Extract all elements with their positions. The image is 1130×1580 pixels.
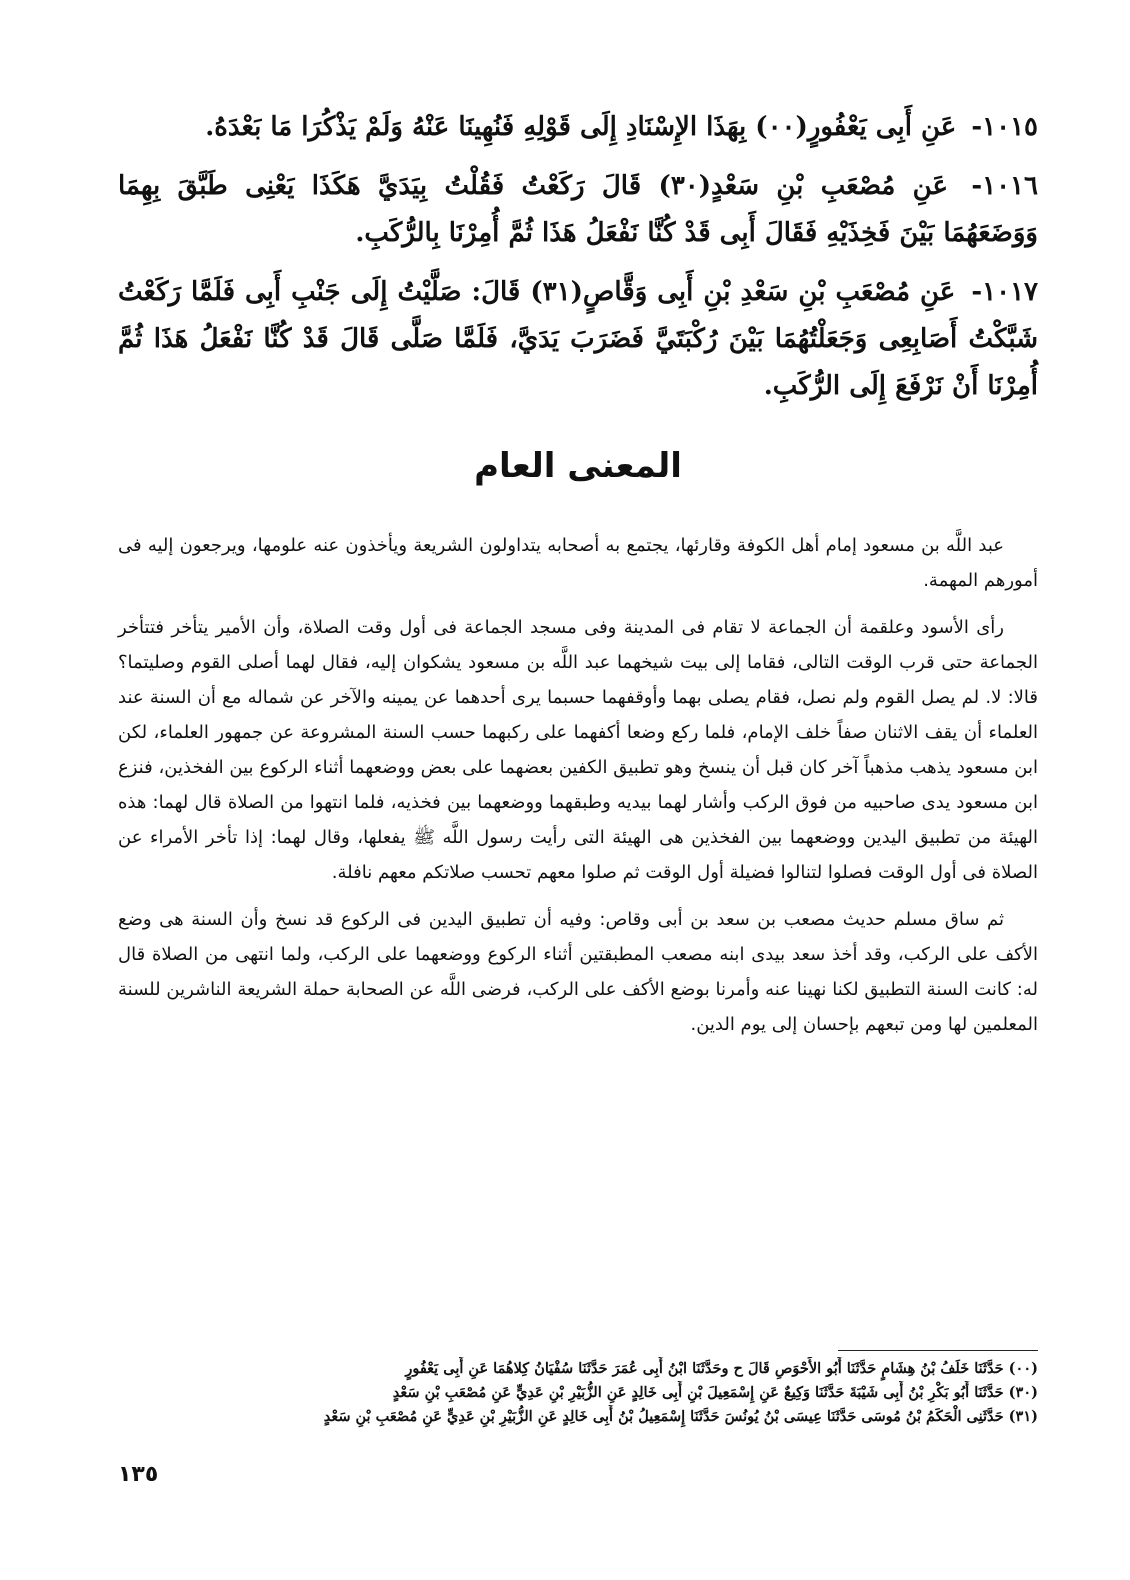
paragraph-2: رأى الأسود وعلقمة أن الجماعة لا تقام فى المدينة وفى مسجد الجماعة فى أول وقت الصلاة، وأن الأمير يتأخر فتتأخر الجماعة حتى قرب الوقت التالى، فقاما إلى بيت شيخهما عبد اللَّه بن مسعود يشكوان إليه، فقال لهما أصلى القوم وصليتما؟ قالا: لا. لم يصل القوم ولم نصل، فقام يصلى بهما وأوقفهما حسبما يرى أحدهما عن يمينه والآخر عن شماله مع أن السنة عند العلماء أن يقف الاثنان صفاً خلف الإمام، فلما ركع وضعا أكفهما على ركبهما حسب السنة المشروعة عن جمهور العلماء، لكن ابن مسعود يذهب مذهباً آخر كان قبل أن ينسخ وهو تطبيق الكفين بعضهما على بعض ووضعهما أثناء الركوع بين الفخذين، فنزع ابن مسعود يدى صاحبيه من فوق الركب وأشار لهما بيديه وطبقهما ووضعهما بين فخذيه، فلما انتهوا من الصلاة قال لهما: هذه الهيئة من تطبيق اليدين ووضعهما بين الفخذين هى الهيئة التى رأيت رسول اللَّه ﷺ يفعلها، وقال لهما: إذا تأخر الأمراء عن الصلاة فى أول الوقت فصلوا لتنالوا فضيلة أول الوقت ثم صلوا معهم تحسب صلاتكم معهم نافلة. bbox=[118, 617, 1038, 883]
hadith-1015 bbox=[118, 104, 1038, 151]
paragraph-1: عبد اللَّه بن مسعود إمام أهل الكوفة وقارئها، يجتمع به أصحابه يتداولون الشريعة ويأخذون عنه علومها، ويرجعون إليه فى أمورهم المهمة. bbox=[118, 535, 1038, 591]
hadith-1016 bbox=[118, 163, 1038, 257]
page-number: ١٣٥ bbox=[118, 1462, 159, 1487]
footnotes bbox=[118, 1350, 1038, 1429]
paragraph-3: ثم ساق مسلم حديث مصعب بن سعد بن أبى وقاص: وفيه أن تطبيق اليدين فى الركوع قد نسخ وأن السنة هى وضع الأكف على الركب، وقد أخذ سعد بيدى ابنه مصعب المطبقتين أثناء الركوع ووضعهما على الركب، ولما انتهى من الصلاة قال له: كانت السنة التطبيق لكنا نهينا عنه وأمرنا بوضع الأكف على الركب، فرضى اللَّه عن الصحابة حملة الشريعة الناشرين للسنة المعلمين لها ومن تبعهم بإحسان إلى يوم الدين. bbox=[118, 909, 1038, 1035]
hadith-text: عَنِ مُصْعَبِ بْنِ سَعْدٍ(٣٠) قَالَ رَكَعْتُ فَقُلْتُ بِيَدَيَّ هَكَذَا يَعْنِى طَبَّقَ بِهِمَا وَوَضَعَهُمَا بَيْنَ فَخِذَيْهِ فَقَالَ أَبِى قَدْ كُنَّا نَفْعَلُ هَذَا ثُمَّ أُمِرْنَا بِالرُّكَبِ. bbox=[118, 171, 1038, 248]
page-body bbox=[118, 104, 1038, 1054]
hadith-number: ١٠١٧- bbox=[971, 277, 1038, 307]
hadith-text: عَنِ أَبِى يَعْفُورٍ(٠٠) بِهَذَا الإِسْنَادِ إِلَى قَوْلِهِ فَنُهِينَا عَنْهُ وَلَمْ يَذْكُرَا مَا بَعْدَهُ. bbox=[205, 112, 957, 142]
footnote-30: (٣٠) حَدَّثَنَا أَبُو بَكْرِ بْنُ أَبِى شَيْبَةَ حَدَّثَنَا وَكِيعٌ عَنِ إِسْمَعِيلَ بْنِ أَبِى خَالِدٍ عَنِ الزُّبَيْرِ بْنِ عَدِيٍّ عَنِ مُصْعَبِ بْنِ سَعْدٍ bbox=[392, 1384, 1038, 1401]
section-title: المعنى العام bbox=[474, 446, 682, 486]
footnote-00: (٠٠) حَدَّثَنَا خَلَفُ بْنُ هِشَامٍ حَدَّثَنَا أَبُو الأَحْوَصِ قَالَ ح وحَدَّثَنَا ابْنُ أَبِى عُمَرَ حَدَّثَنَا سُفْيَانُ كِلاهُمَا عَنِ أَبِى يَعْفُورٍ bbox=[405, 1360, 1038, 1377]
footnote-31: (٣١) حَدَّثَنِى الْحَكَمُ بْنُ مُوسَى حَدَّثَنَا عِيسَى بْنُ يُونُسَ حَدَّثَنَا إِسْمَعِيلُ بْنُ أَبِى خَالِدٍ عَنِ الزُّبَيْرِ بْنِ عَدِيٍّ عَنِ مُصْعَبِ بْنِ سَعْدٍ bbox=[323, 1408, 1038, 1425]
hadith-1017 bbox=[118, 269, 1038, 410]
hadith-number: ١٠١٥- bbox=[971, 112, 1038, 142]
hadith-text: عَنِ مُصْعَبِ بْنِ سَعْدِ بْنِ أَبِى وَقَّاصٍ(٣١) قَالَ: صَلَّيْتُ إِلَى جَنْبِ أَبِى فَلَمَّا رَكَعْتُ شَبَّكْتُ أَصَابِعِى وَجَعَلْتُهُمَا بَيْنَ رُكْبَتَيَّ فَضَرَبَ يَدَيَّ، فَلَمَّا صَلَّى قَالَ قَدْ كُنَّا نَفْعَلُ هَذَا ثُمَّ أُمِرْنَا أَنْ نَرْفَعَ إِلَى الرُّكَبِ. bbox=[118, 277, 1038, 401]
hadith-number: ١٠١٦- bbox=[971, 171, 1038, 201]
footnote-divider bbox=[838, 1350, 1038, 1351]
